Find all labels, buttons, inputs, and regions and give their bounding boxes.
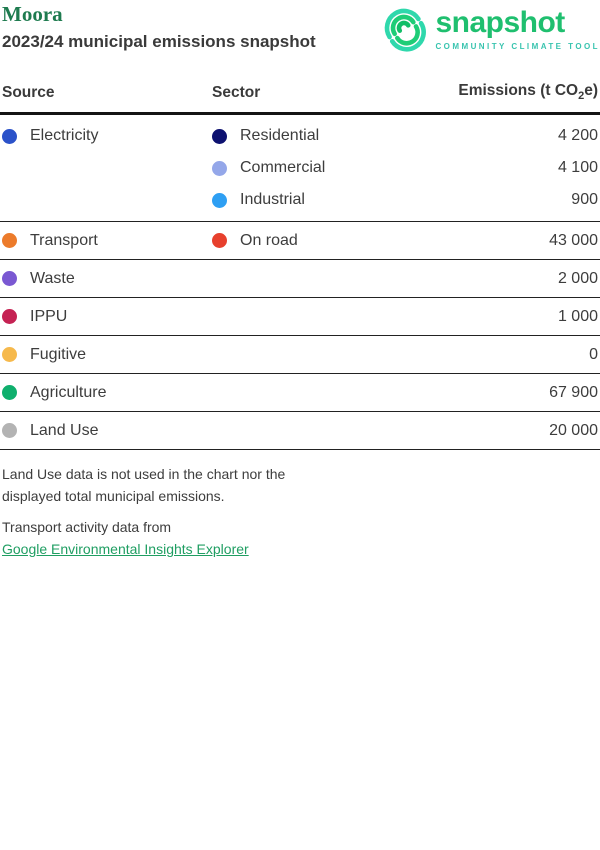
footnote-transport-text: Transport activity data from — [2, 519, 172, 536]
emissions-value: 1 000 — [557, 307, 598, 325]
logo-wordmark: snapshot — [435, 6, 565, 39]
sector-cells — [212, 374, 598, 411]
table-row-agriculture — [0, 374, 600, 412]
sector-color-dot — [212, 129, 227, 144]
source-cell — [2, 298, 212, 335]
emissions-value: 43 000 — [549, 231, 598, 249]
sector-row-commercial — [212, 152, 598, 184]
snapshot-logo — [381, 0, 600, 56]
table-row-fugitive — [0, 336, 600, 374]
google-eie-link[interactable]: Google Environmental Insights Explorer — [2, 541, 249, 558]
page-header — [0, 0, 600, 70]
source-label: Waste — [30, 269, 75, 287]
column-header-source: Source — [2, 84, 55, 102]
table-row-ippu — [0, 298, 600, 336]
source-label: Land Use — [30, 421, 99, 439]
source-color-dot — [2, 129, 17, 144]
table-header-row — [0, 70, 600, 115]
sector-cells — [212, 222, 598, 259]
emissions-value: 4 100 — [557, 159, 598, 177]
emissions-value: 67 900 — [549, 383, 598, 401]
sector-label: Commercial — [240, 159, 326, 177]
logo-tagline: COMMUNITY CLIMATE TOOL — [435, 42, 600, 51]
source-label: Electricity — [30, 127, 99, 145]
emissions-value: 900 — [571, 191, 598, 209]
sector-cells — [212, 260, 598, 297]
column-header-sector: Sector — [212, 84, 261, 102]
sector-color-dot — [212, 161, 227, 176]
sector-color-dot — [212, 193, 227, 208]
table-row-waste — [0, 260, 600, 298]
sector-row-residential — [212, 120, 598, 152]
source-label: Fugitive — [30, 345, 87, 363]
source-label: Agriculture — [30, 383, 107, 401]
table-row-land-use — [0, 412, 600, 450]
source-cell — [2, 120, 212, 152]
sector-cells — [212, 120, 598, 216]
source-label: Transport — [30, 231, 98, 249]
emissions-table — [0, 70, 600, 450]
sector-cells — [212, 336, 598, 373]
source-cell — [2, 412, 212, 449]
table-row-transport — [0, 222, 600, 260]
snapshot-logo-icon — [381, 0, 427, 56]
source-cell — [2, 222, 212, 259]
emissions-value: 2 000 — [557, 269, 598, 287]
sector-cells — [212, 412, 598, 449]
source-label: IPPU — [30, 307, 68, 325]
source-color-dot — [2, 233, 17, 248]
emissions-value: 4 200 — [557, 127, 598, 145]
footnote-land-use: Land Use data is not used in the chart nor the displayed total municipal emissions. — [2, 466, 286, 505]
sector-label: Industrial — [240, 191, 305, 209]
emissions-value: 0 — [589, 345, 598, 363]
sector-label: On road — [240, 231, 298, 249]
source-color-dot — [2, 385, 17, 400]
municipality-title: Moora — [2, 2, 63, 26]
source-cell — [2, 374, 212, 411]
sector-row-on-road — [212, 222, 598, 259]
source-color-dot — [2, 423, 17, 438]
sector-label: Residential — [240, 127, 320, 145]
source-color-dot — [2, 347, 17, 362]
sector-cells — [212, 298, 598, 335]
emissions-value: 20 000 — [549, 421, 598, 439]
page-subtitle: 2023/24 municipal emissions snapshot — [2, 32, 316, 51]
column-header-emissions: Emissions (t $CO_2e$) — [458, 82, 598, 103]
source-color-dot — [2, 309, 17, 324]
source-cell — [2, 260, 212, 297]
source-cell — [2, 336, 212, 373]
source-color-dot — [2, 271, 17, 286]
table-row-electricity — [0, 115, 600, 222]
footnote-transport — [2, 516, 332, 560]
sector-row-industrial — [212, 184, 598, 216]
logo-text — [435, 0, 600, 51]
footnotes — [0, 450, 600, 560]
sector-color-dot — [212, 233, 227, 248]
